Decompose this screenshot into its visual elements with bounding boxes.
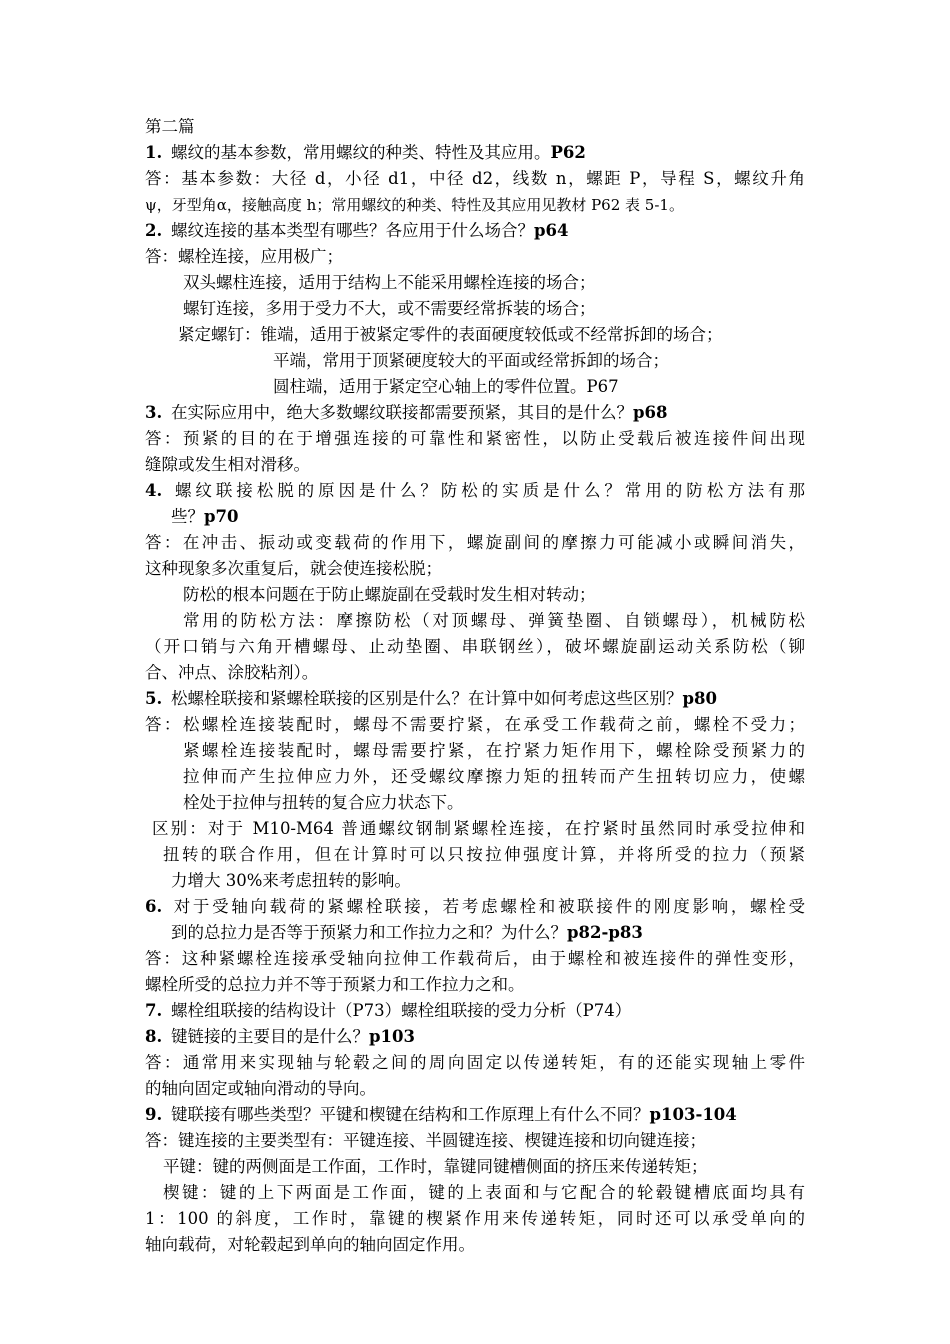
page-ref: p68: [633, 403, 668, 422]
page-ref: p70: [204, 507, 239, 526]
answer-5-line: 拉伸而产生拉伸应力外，还受螺纹摩擦力矩的扭转而产生扭转切应力，使螺: [183, 767, 805, 786]
answer-5-line: 栓处于拉伸与扭转的复合应力状态下。: [183, 793, 464, 812]
question-text: 螺栓组联接的结构设计（P73）螺栓组联接的受力分析（P74）: [171, 1001, 632, 1020]
page-ref: P62: [550, 143, 586, 162]
answer-3-line: 缝隙或发生相对滑移。: [145, 455, 310, 474]
answer-4-line: 防松的根本问题在于防止螺旋副在受载时发生相对转动；: [183, 585, 596, 604]
answer-6-line: 螺栓所受的总拉力并不等于预紧力和工作拉力之和。: [145, 975, 525, 994]
section-title: 第二篇: [145, 117, 195, 136]
question-text: 到的总拉力是否等于预紧力和工作拉力之和？为什么？: [171, 923, 567, 942]
answer-5-line: 紧螺栓连接装配时，螺母需要拧紧，在拧紧力矩作用下，螺栓除受预紧力的: [183, 741, 805, 760]
question-6: [145, 894, 805, 920]
page-ref: p64: [534, 221, 569, 240]
question-number: 9.: [145, 1105, 163, 1124]
question-number: 1.: [145, 143, 163, 162]
page-ref: p103: [369, 1027, 415, 1046]
question-number: 5.: [145, 689, 163, 708]
question-text: 键链接的主要目的是什么？: [171, 1027, 369, 1046]
answer-2-line: 螺钉连接，多用于受力不大，或不需要经常拆装的场合；: [183, 299, 596, 318]
question-text: 对于受轴向载荷的紧螺栓联接，若考虑螺栓和被联接件的刚度影响，螺栓受: [171, 897, 805, 916]
question-number: 3.: [145, 403, 163, 422]
question-1: [145, 140, 586, 166]
question-8: [145, 1024, 415, 1050]
question-text: 松螺栓联接和紧螺栓联接的区别是什么？在计算中如何考虑这些区别？: [171, 689, 683, 708]
answer-2-line: 答：螺栓连接，应用极广；: [145, 247, 343, 266]
answer-1-line: ψ，牙型角α，接触高度 h；常用螺纹的种类、特性及其应用见教材 P62 表 5-1。: [145, 196, 684, 214]
answer-9-line: 楔键：键的上下两面是工作面，键的上表面和与它配合的轮毂键槽底面均具有: [163, 1183, 805, 1202]
answer-4-line: 这种现象多次重复后，就会使连接松脱；: [145, 559, 442, 578]
question-5: [145, 686, 717, 712]
answer-5-line: 扭转的联合作用，但在计算时可以只按拉伸强度计算，并将所受的拉力（预紧: [163, 845, 805, 864]
question-text: 螺纹的基本参数，常用螺纹的种类、特性及其应用。: [171, 143, 551, 162]
answer-8-line: 答：通常用来实现轴与轮毂之间的周向固定以传递转矩，有的还能实现轴上零件: [145, 1053, 805, 1072]
answer-9-line: 平键：键的两侧面是工作面，工作时，靠键同键槽侧面的挤压来传递转矩；: [163, 1157, 708, 1176]
answer-2-line: 圆柱端，适用于紧定空心轴上的零件位置。P67: [273, 377, 619, 396]
answer-8-line: 的轴向固定或轴向滑动的导向。: [145, 1079, 376, 1098]
question-text: 键联接有哪些类型？平键和楔键在结构和工作原理上有什么不同？: [171, 1105, 650, 1124]
answer-6-line: 答：这种紧螺栓连接承受轴向拉伸工作载荷后，由于螺栓和被连接件的弹性变形，: [145, 949, 805, 968]
question-number: 2.: [145, 221, 163, 240]
question-number: 7.: [145, 1001, 163, 1020]
question-7: [145, 998, 631, 1024]
answer-5-line: 答：松螺栓连接装配时，螺母不需要拧紧，在承受工作载荷之前，螺栓不受力；: [145, 715, 805, 734]
question-number: 8.: [145, 1027, 163, 1046]
answer-2-line: 双头螺柱连接，适用于结构上不能采用螺栓连接的场合；: [183, 273, 596, 292]
answer-9-line: 答：键连接的主要类型有：平键连接、半圆键连接、楔键连接和切向键连接；: [145, 1131, 706, 1150]
answer-9-line: 1：100 的斜度，工作时，靠键的楔紧作用来传递转矩，同时还可以承受单向的: [145, 1209, 805, 1228]
answer-2-line: 紧定螺钉：锥端，适用于被紧定零件的表面硬度较低或不经常拆卸的场合；: [178, 325, 723, 344]
question-text: 些？: [171, 507, 204, 526]
question-3: [145, 400, 668, 426]
question-number: 4.: [145, 481, 163, 500]
question-text: 螺纹连接的基本类型有哪些？各应用于什么场合？: [171, 221, 534, 240]
page-ref: p82-p83: [567, 923, 643, 942]
question-text: 螺纹联接松脱的原因是什么？防松的实质是什么？常用的防松方法有那: [171, 481, 805, 500]
answer-3-line: 答：预紧的目的在于增强连接的可靠性和紧密性，以防止受载后被连接件间出现: [145, 429, 805, 448]
question-9: [145, 1102, 737, 1128]
answer-5-line: 区别：对于 M10-M64 普通螺纹钢制紧螺栓连接，在拧紧时虽然同时承受拉伸和: [152, 819, 805, 838]
answer-4-line: （开口销与六角开槽螺母、止动垫圈、串联钢丝），破坏螺旋副运动关系防松（铆: [145, 637, 805, 656]
question-6-cont: [171, 920, 643, 946]
answer-4-line: 答：在冲击、振动或变载荷的作用下，螺旋副间的摩擦力可能减小或瞬间消失，: [145, 533, 805, 552]
answer-1-line: 答：基本参数：大径 d，小径 d1，中径 d2，线数 n，螺距 P，导程 S，螺纹升角: [145, 169, 805, 188]
answer-4-line: 合、冲点、涂胶粘剂）。: [145, 663, 319, 682]
question-text: 在实际应用中，绝大多数螺纹联接都需要预紧，其目的是什么？: [171, 403, 633, 422]
answer-4-line: 常用的防松方法：摩擦防松（对顶螺母、弹簧垫圈、自锁螺母），机械防松: [183, 611, 805, 630]
page-ref: p80: [682, 689, 717, 708]
question-2: [145, 218, 569, 244]
page-ref: p103-104: [649, 1105, 737, 1124]
answer-2-line: 平端，常用于顶紧硬度较大的平面或经常拆卸的场合；: [273, 351, 669, 370]
question-number: 6.: [145, 897, 163, 916]
question-4: [145, 478, 805, 504]
answer-9-line: 轴向载荷，对轮毂起到单向的轴向固定作用。: [145, 1235, 475, 1254]
answer-5-line: 力增大 30%来考虑扭转的影响。: [171, 871, 411, 890]
question-4-cont: [171, 504, 239, 530]
